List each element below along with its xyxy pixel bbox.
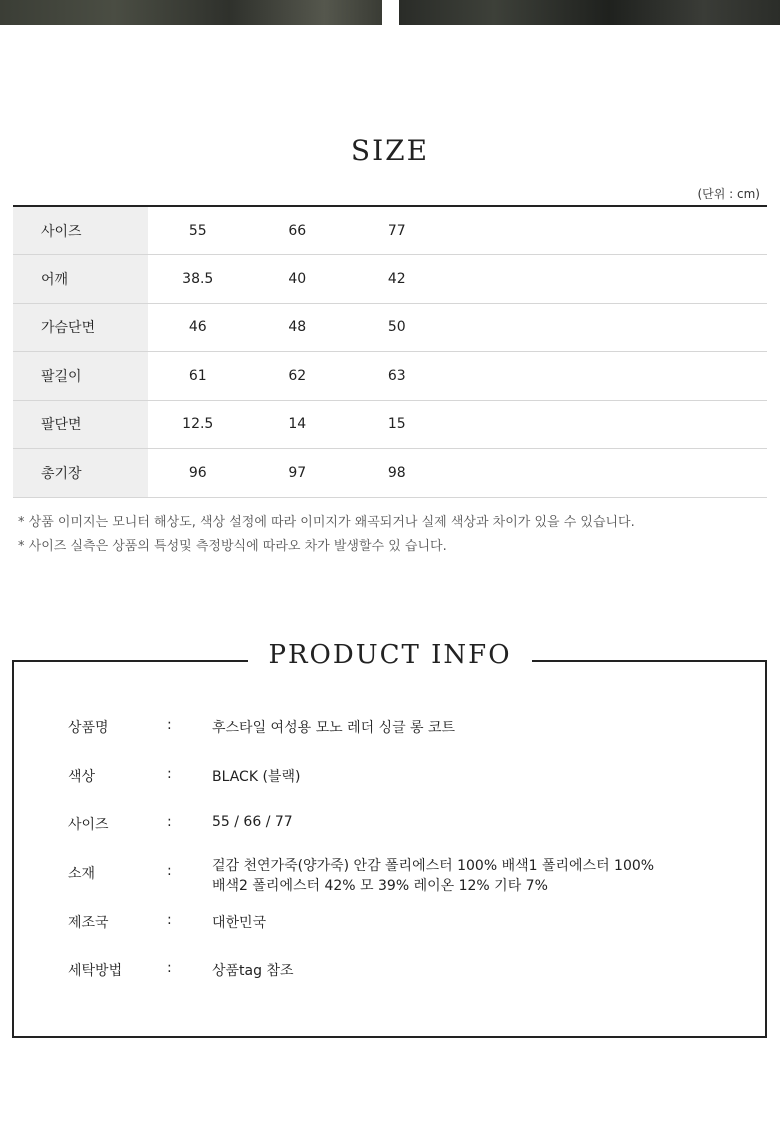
table-cell: 38.5 <box>182 270 214 287</box>
table-cell-empty <box>447 449 768 498</box>
table-cell-empty <box>447 206 768 255</box>
table-row <box>13 400 767 449</box>
row-label: 팔길이 <box>13 352 148 401</box>
size-table <box>13 205 767 498</box>
info-label: 상품명 <box>68 720 109 736</box>
info-label: 소재 <box>68 866 96 882</box>
table-cell: 77 <box>387 222 406 239</box>
info-value-line1: 겉감 천연가죽(양가죽) 안감 폴리에스터 100% 배색1 폴리에스터 100% <box>212 858 655 874</box>
info-label: 사이즈 <box>68 817 109 833</box>
table-cell: 14 <box>288 416 307 433</box>
table-row <box>13 352 767 401</box>
row-label: 어깨 <box>13 255 148 304</box>
table-cell: 42 <box>387 270 406 287</box>
info-separator: : <box>167 912 172 928</box>
table-cell-empty <box>447 400 768 449</box>
row-label: 가슴단면 <box>13 303 148 352</box>
table-cell-empty <box>447 255 768 304</box>
info-value: BLACK (블랙) <box>212 769 301 785</box>
table-cell: 63 <box>387 367 406 384</box>
table-cell: 46 <box>188 319 207 336</box>
info-value: 상품tag 참조 <box>212 963 294 979</box>
table-cell: 62 <box>288 367 307 384</box>
table-cell-empty <box>447 352 768 401</box>
info-separator: : <box>167 717 172 733</box>
row-label: 팔단면 <box>13 400 148 449</box>
table-row <box>13 206 767 255</box>
product-info-title-text: PRODUCT INFO <box>248 640 531 670</box>
table-cell: 15 <box>387 416 406 433</box>
table-cell: 50 <box>387 319 406 336</box>
info-separator: : <box>167 814 172 830</box>
info-value-line2: 배색2 폴리에스터 42% 모 39% 레이온 12% 기타 7% <box>212 878 548 894</box>
table-cell: 55 <box>188 222 207 239</box>
product-photo-right <box>399 0 780 25</box>
info-label: 세탁방법 <box>68 963 123 979</box>
note-measurement: * 사이즈 실측은 상품의 특성및 측정방식에 따라오 차가 발생할수 있 습니다. <box>18 535 635 559</box>
unit-note: (단위 : cm) <box>697 187 760 201</box>
table-cell: 61 <box>188 367 207 384</box>
table-cell: 66 <box>288 222 307 239</box>
product-photo-left <box>0 0 382 25</box>
info-separator: : <box>167 766 172 782</box>
table-cell: 12.5 <box>182 416 214 433</box>
info-separator: : <box>167 960 172 976</box>
size-notes <box>18 511 635 559</box>
table-cell: 48 <box>288 319 307 336</box>
info-value: 55 / 66 / 77 <box>212 814 293 830</box>
info-label: 색상 <box>68 769 96 785</box>
row-label: 사이즈 <box>13 206 148 255</box>
table-cell: 98 <box>387 464 406 481</box>
note-monitor: * 상품 이미지는 모니터 해상도, 색상 설정에 따라 이미지가 왜곡되거나 실제 색상과 차이가 있을 수 있습니다. <box>18 511 635 535</box>
table-row <box>13 303 767 352</box>
table-row <box>13 449 767 498</box>
table-row <box>13 255 767 304</box>
info-value: 대한민국 <box>212 915 267 931</box>
size-section-title: SIZE <box>350 134 430 167</box>
table-cell: 97 <box>288 464 307 481</box>
table-cell: 40 <box>288 270 307 287</box>
row-label: 총기장 <box>13 449 148 498</box>
info-value: 후스타일 여성용 모노 레더 싱글 롱 코트 <box>212 720 456 736</box>
product-info-title <box>0 640 780 670</box>
table-cell: 96 <box>188 464 207 481</box>
table-cell-empty <box>447 303 768 352</box>
info-label: 제조국 <box>68 915 109 931</box>
info-separator: : <box>167 863 172 879</box>
